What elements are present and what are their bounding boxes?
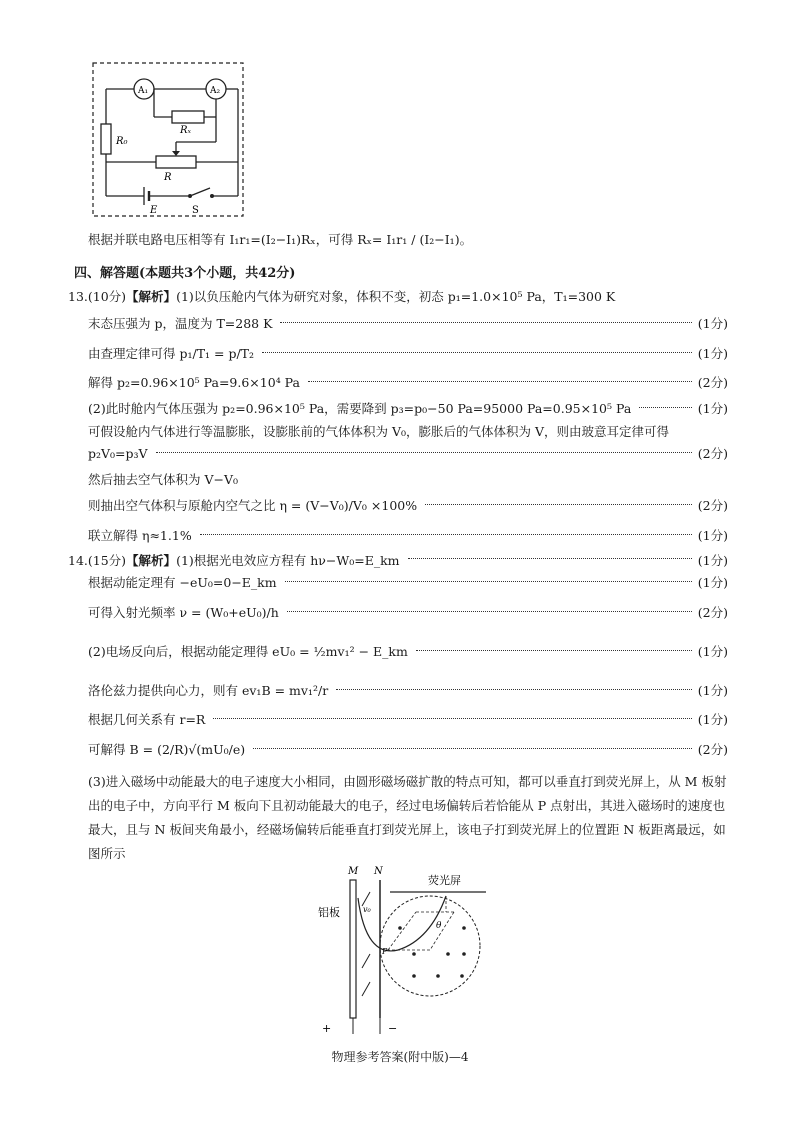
- q13-line-1: [88, 316, 728, 332]
- line-text: (2)此时舱内气体压强为 p₂=0.96×10⁵ Pa，需要降到 p₃=p₀−50 Pa=95000 Pa=0.95×10⁵ Pa: [88, 401, 632, 416]
- score: (2分): [697, 446, 728, 461]
- score: (2分): [697, 375, 728, 390]
- line-text: 则抽出空气体积与原舱内空气之比 η = (V−V₀)/V₀ ×100%: [88, 498, 418, 513]
- q14-head: [68, 551, 728, 569]
- score: (1分): [697, 316, 728, 331]
- score: (1分): [697, 528, 728, 543]
- line-text: 末态压强为 p，温度为 T=288 K: [88, 316, 273, 331]
- q14-line-5: [88, 712, 728, 728]
- line-text: 根据几何关系有 r=R: [88, 712, 206, 727]
- q14-line-6: [88, 742, 728, 758]
- line-text: 洛伦兹力提供向心力，则有 ev₁B = mv₁²/r: [88, 683, 329, 698]
- q13-line-result: [88, 528, 728, 544]
- score: (1分): [697, 553, 728, 568]
- q13-head: [68, 287, 615, 305]
- aluminum-plate-label: 铝板: [318, 906, 340, 919]
- plate-m-label: M: [348, 866, 359, 877]
- line-text: 可解得 B = (2/R)√(mU₀/e): [88, 742, 246, 757]
- score: (1分): [697, 712, 728, 727]
- q13-line-boyle: [88, 446, 728, 462]
- point-p-label: P: [382, 947, 388, 956]
- plate-m: [350, 880, 356, 1018]
- q13-para-1: 可假设舱内气体进行等温膨胀，设膨胀前的气体体积为 V₀，膨胀后的气体体积为 V，则由玻意耳定律可得: [88, 424, 670, 439]
- rheostat-label: R: [164, 172, 172, 183]
- theta-label: θ: [436, 921, 442, 931]
- line-text: p₂V₀=p₃V: [88, 446, 148, 461]
- score: (2分): [697, 498, 728, 513]
- line-text: (2)电场反向后，根据动能定理得 eU₀ = ½mv₁² − E_km: [88, 644, 408, 659]
- score: (1分): [697, 346, 728, 361]
- score: (1分): [697, 683, 728, 698]
- q13-line-2: [88, 346, 728, 362]
- score: (1分): [697, 575, 728, 590]
- q13-line-ratio: [88, 498, 728, 514]
- v0-label: v₀: [363, 905, 371, 914]
- line-text: 可得入射光频率 ν = (W₀+eU₀)/h: [88, 605, 279, 620]
- section-title: 四、解答题(本题共3个小题，共42分): [74, 266, 296, 281]
- q14-para-3: (3)进入磁场中动能最大的电子速度大小相同，由圆形磁场磁扩散的特点可知，都可以垂直打到荧光屏上，从 M 板射出的电子中，方向平行 M 板向下且初动能最大的电子，经过电场偏转后若恰能从 P 点射出，其进入磁场时的速度也最大，且与 N 板间夹角最小，经磁场偏转后能垂直打到荧光屏上，该电子打到荧光屏上的位置距 N 板距离最远，如图所示: [88, 774, 727, 861]
- battery-label: E: [150, 205, 158, 216]
- minus-terminal: −: [388, 1022, 398, 1035]
- electron-deflection-figure: [318, 862, 508, 1044]
- rx-label: Rₓ: [180, 125, 192, 136]
- q13-line-3: [88, 375, 728, 391]
- magnetic-field-region: [380, 896, 480, 996]
- r0-label: R₀: [116, 136, 128, 147]
- q14-line-3: [88, 644, 728, 660]
- q14-number: 14.(15分): [68, 553, 127, 568]
- score: (1分): [697, 644, 728, 659]
- q14-line-4: [88, 683, 728, 699]
- q14-tag: 【解析】: [126, 553, 177, 568]
- score: (2分): [697, 742, 728, 757]
- score: (2分): [697, 605, 728, 620]
- q13-tag: 【解析】: [126, 289, 177, 304]
- q14-line-1: [88, 575, 728, 591]
- score: (1分): [697, 401, 728, 416]
- q13-line-extract: 然后抽去空气体积为 V−V₀: [88, 472, 239, 487]
- plate-n-label: N: [374, 866, 383, 877]
- line-text: 由查理定律可得 p₁/T₁ = p/T₂: [88, 346, 255, 361]
- q14-line-2: [88, 605, 728, 621]
- q13-number: 13.(10分): [68, 289, 127, 304]
- q13-head-text: (1)以负压舱内气体为研究对象，体积不变，初态 p₁=1.0×10⁵ Pa，T₁=300 K: [176, 289, 616, 304]
- ammeter-a2-label: A₂: [210, 86, 221, 96]
- line-text: 根据动能定理有 −eU₀=0−E_km: [88, 575, 277, 590]
- switch-label: S: [192, 205, 199, 216]
- plus-terminal: +: [322, 1022, 332, 1035]
- line-text: 联立解得 η≈1.1%: [88, 528, 192, 543]
- line-text: 解得 p₂=0.96×10⁵ Pa=9.6×10⁴ Pa: [88, 375, 300, 390]
- intro-line: 根据并联电路电压相等有 I₁r₁=(I₂−I₁)Rₓ，可得 Rₓ= I₁r₁ / (I₂−I₁)。: [88, 232, 473, 247]
- page-footer: 物理参考答案(附中版)—4: [331, 1050, 469, 1064]
- q13-line-4: [88, 401, 728, 417]
- ammeter-a1-label: A₁: [138, 86, 149, 96]
- screen-label: 荧光屏: [428, 874, 461, 887]
- q14-head-text: (1)根据光电效应方程有 hν−W₀=E_km: [176, 553, 400, 568]
- circuit-diagram: [92, 62, 244, 217]
